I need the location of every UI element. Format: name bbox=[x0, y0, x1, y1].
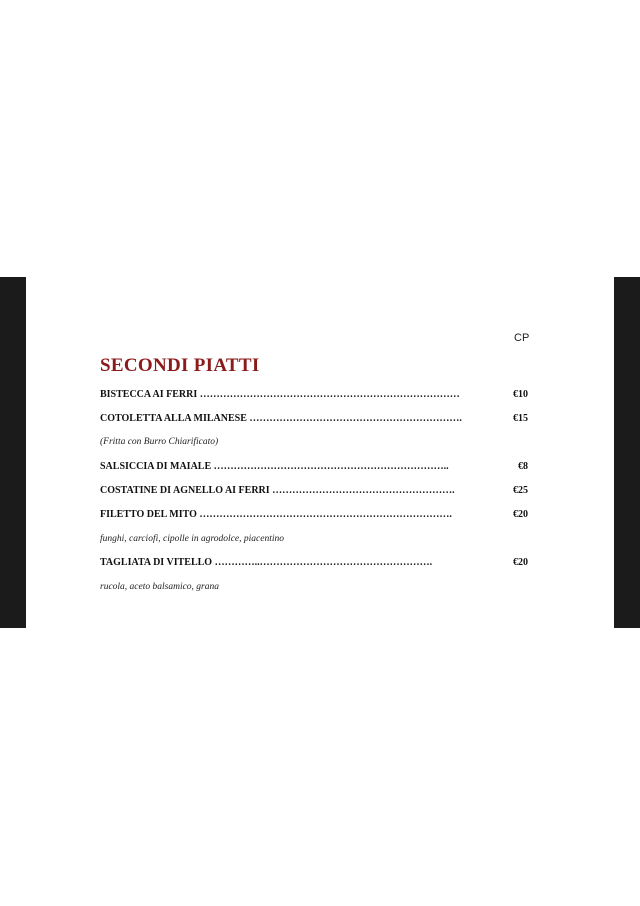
item-name: SALSICCIA DI MAIALE …………………………………………………………….. bbox=[100, 461, 449, 472]
item-price: €15 bbox=[513, 413, 528, 424]
item-price: €20 bbox=[513, 557, 528, 568]
item-name: FILETTO DEL MITO …………………………………………………………………. bbox=[100, 509, 452, 520]
item-name: COSTATINE DI AGNELLO AI FERRI ………………………………………………. bbox=[100, 485, 455, 496]
item-price: €25 bbox=[513, 485, 528, 496]
item-description: funghi, carciofi, cipolle in agrodolce, piacentino bbox=[100, 534, 284, 544]
item-price: €8 bbox=[518, 461, 528, 472]
menu-item-costatine bbox=[100, 485, 528, 499]
menu-item-bistecca bbox=[100, 389, 528, 403]
item-description: (Fritta con Burro Chiarificato) bbox=[100, 437, 219, 447]
left-border-bar bbox=[0, 277, 26, 628]
menu-item-salsiccia bbox=[100, 461, 528, 475]
right-border-bar bbox=[614, 277, 640, 628]
menu-item-filetto bbox=[100, 509, 528, 523]
item-name: BISTECCA AI FERRI …………………………………………………………………… bbox=[100, 389, 460, 400]
menu-item-cotoletta bbox=[100, 413, 528, 427]
section-title: SECONDI PIATTI bbox=[100, 355, 260, 376]
cp-label: CP bbox=[514, 332, 530, 344]
item-price: €20 bbox=[513, 509, 528, 520]
item-price: €10 bbox=[513, 389, 528, 400]
menu-item-tagliata bbox=[100, 557, 528, 571]
item-description: rucola, aceto balsamico, grana bbox=[100, 582, 220, 592]
item-name: TAGLIATA DI VITELLO …………..……………………………………………. bbox=[100, 557, 433, 568]
item-name: COTOLETTA ALLA MILANESE ………………………………………………………. bbox=[100, 413, 462, 424]
